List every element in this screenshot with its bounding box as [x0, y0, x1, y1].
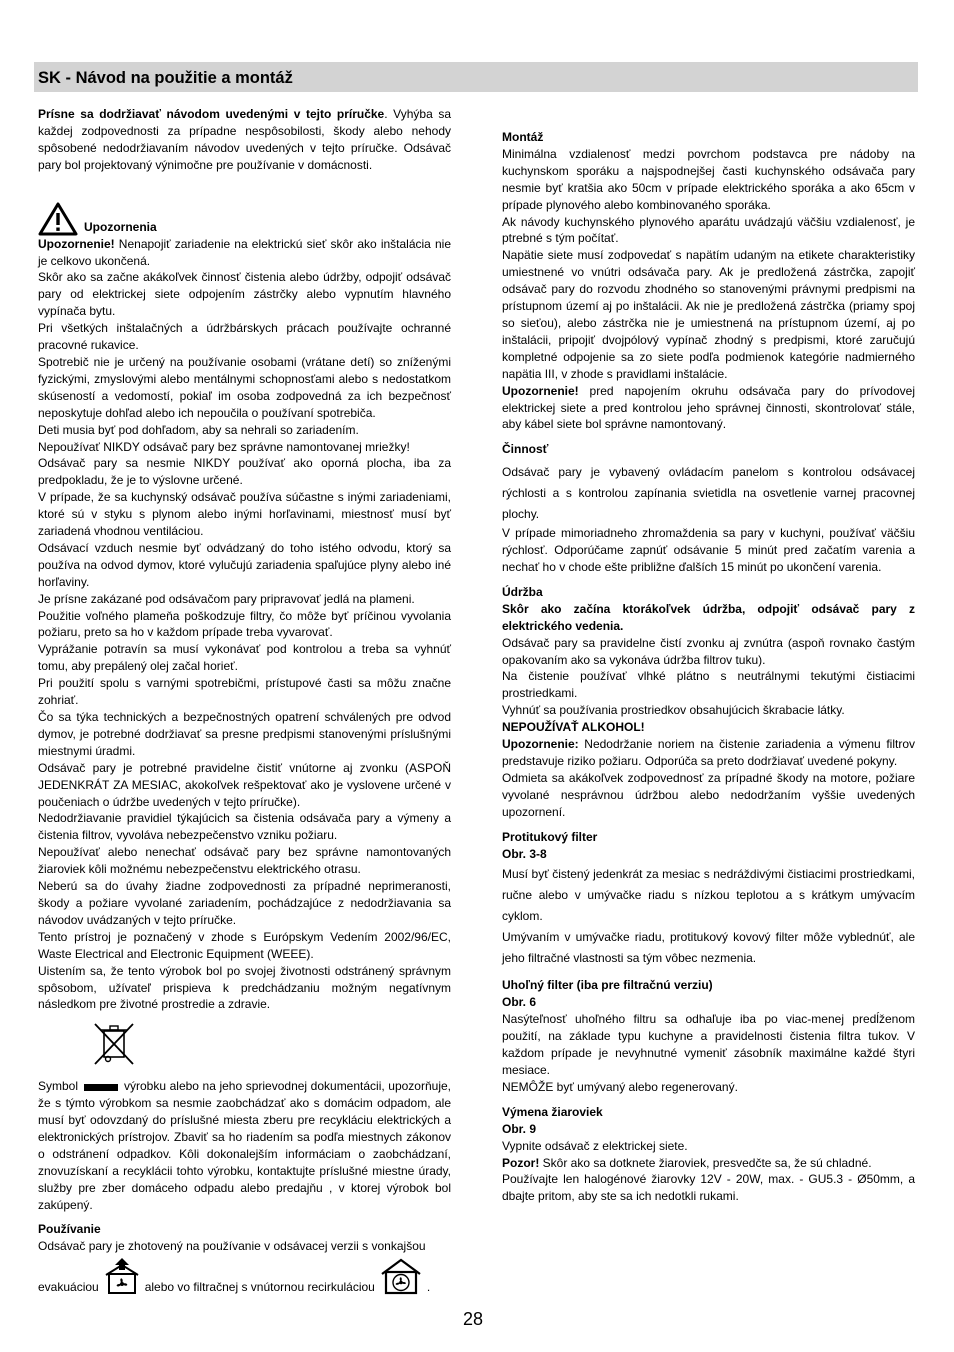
cinnost-2: V prípade mimoriadneho zhromaždenia sa pary v kuchyni, používať väčšiu rýchlosť. Odporúčame zapnúť odsávanie 5 minút pred začatím varenia a nechať ho v chode ešte približne ďalších 15 minút po ukončení varenia. [502, 526, 915, 575]
warning-12: Vyprážanie potravín sa musí vykonávať pod kontrolou a treba sa vyhnúť tomu, aby prepálený olej začal horieť. [38, 642, 451, 674]
black-bar-icon [84, 1084, 118, 1091]
montaz-4-bold: Upozornenie! [502, 383, 579, 398]
warning-triangle-icon [38, 202, 78, 236]
zarovky-title [502, 1104, 915, 1121]
uhlik-title-text: Uhoľný filter (iba pre filtračnú verziu) [502, 978, 713, 993]
use-title [38, 1221, 451, 1238]
use-filter: alebo vo filtračnej s vnútornou recirkuláciou [144, 1280, 375, 1295]
warning-8: V prípade, že sa kuchynský odsávač používa súčastne s inými zariadeniami, ktoré sú v styku s plynom alebo inými horľavinami, miestnosť musí byť zariadená vhodnou ventiláciou. [38, 490, 451, 539]
warning-1 [38, 236, 451, 270]
right-column [502, 129, 915, 1205]
warning-4: Spotrebič nie je určený na používanie osobami (vrátane detí) so zníženými fyzickými, zmyslovými alebo mentálnymi schopnosťami alebo s nedostatkom skúseností a vedomostí, pokiaľ im osoba zodpovedná za ich bezpečnosť neposkytuje dohľad alebo ich nepoučila o používaní spotrebiča. [38, 354, 451, 420]
symbol-text: výrobku alebo na jeho sprievodnej dokumentácii, upozorňuje, že s týmto výrobkom sa nesmie zaobchádzať ako s domácim odpadom, ale musí byť odovzdaný do príslušné miesta zberu pre recykláciu elektrických a elektronických prístrojov. Zbaviť sa ho riadením sa podľa miestnych zákonov o odstránení odpadkov. Kôli dokonalejším informáciam o zaobchádzaní, znovuzískaní a recyklácii tohto výrobku, kontaktujte príslušné miestne úrady, služby pre zber domáceho odpadu alebo predajňu , v ktorej výrobok bol zakúpený. [38, 1079, 451, 1212]
section-header [34, 62, 918, 92]
intro-paragraph [38, 106, 451, 174]
warning-3: Pri všetkých inštalačných a údržbárskych prácach používajte ochranné pracovné rukavice. [38, 321, 451, 353]
montaz-4 [502, 383, 915, 434]
zarovky-2 [502, 1155, 915, 1172]
udrzba-2: Odsávač pary sa pravidelne čistí zvonku aj zvnútra (aspoň rovnako častým opakovaním ako sa vykonáva údržba filtrov tuku). [502, 635, 915, 667]
warnings-heading-row [38, 202, 451, 236]
zarovky-ref [502, 1121, 915, 1138]
left-column [38, 106, 451, 1300]
warning-7: Odsávač pary sa nesmie NIKDY používať ako oporná plocha, iba za predpokladu, že je to výslovne určené. [38, 456, 451, 488]
use-text-2 [38, 1257, 451, 1300]
warning-1-text: Nenapojiť zariadenie na elektrickú sieť skôr ako inštalácia nie je celkovo ukončená. [38, 236, 451, 268]
zarovky-3: Používajte len halogénové žiarovky 12V - 20W, max. - GU5.3 - Ø50mm, a dbajte pritom, aby ste sa ich nedotkli rukami. [502, 1172, 915, 1204]
cinnost-title-text: Činnosť [502, 442, 549, 457]
warning-1-bold: Upozornenie! [38, 236, 115, 251]
montaz-title-text: Montáž [502, 130, 544, 144]
protituk-ref [502, 846, 915, 863]
uhlik-ref [502, 994, 915, 1011]
udrzba-6-bold: Upozornenie: [502, 737, 579, 752]
warning-11: Použitie voľného plameňa poškodzuje filtry, čo môže byť príčinou vyvolania požiaru, preto sa ho v každom prípade treba vyvarovať. [38, 608, 451, 640]
use-end: . [426, 1280, 431, 1295]
warning-6: Nepoužívať NIKDY odsávač pary bez správne namontovanej mriežky! [38, 439, 410, 454]
page-title: SK - Návod na použitie a montáž [38, 69, 293, 87]
uhlik-2: NEMÔŽE byť umývaný alebo regenerovaný. [502, 1079, 738, 1094]
warning-14: Čo sa týka technických a bezpečnostných opatrení schválených pre odvod dymov, je potrebné dodržiavať sa presne predpismi stanovenými príslušnými miestnymi úradmi. [38, 710, 451, 758]
montaz-3: Napätie siete musí zodpovedať s napätím udaným na etikete charakteristiky umiestnené vo vnútri odsávača pary. Ak je predložená zástrčka, zapojiť odsávač pary do rozvodu zhodného so stanovenými právnymi predpismi na prístupnom území aj po inštalácii. Ak nie je predložená zástrčka (priamy spoj so sieťou), alebo zástrčka nie je umiestnená na prístupnom území, aj po inštalácii, pripojiť dvojpólový vypínač zhodný s predpismi, ktoré zaručujú kompletné odpojenie sa zo siete podľa podmienok kategórie nadmierného napätia III, v zhode s pravidlami inštalácie. [502, 248, 915, 381]
intro-bold: Prísne sa dodržiavať návodom uvedenými v tejto príručke [38, 107, 385, 121]
montaz-4-text: pred napojením okruhu odsávača pary do prívodovej elektrickej siete a pred kontrolou jeho správnej činnosti, skontrolovať stále, aby kábel siete bol správne namontovaný. [502, 383, 915, 432]
udrzba-title [502, 584, 915, 601]
uhlik-1: Nasýteľnosť uhoľného filtru sa odhaľuje iba po viac-menej predĺženom použití, na základe typu kuchyne a pravidelnosti čistenia filtra tukov. V každom prípade je nevyhnutné vymeniť zásobník maximálne každé štyri mesiace. [502, 1012, 915, 1077]
udrzba-title-text: Údržba [502, 584, 543, 599]
udrzba-3: Na čistenie používať vlhké plátno s neutrálnymi tekutými čistiacimi prostriedkami. [502, 669, 915, 701]
montaz-2: Ak návody kuchynského plynového aparátu uvádzajú väčšiu vzdialenosť, je ptrebné s tým počítať. [502, 214, 915, 246]
udrzba-1 [502, 601, 915, 635]
page-number: 28 [463, 1309, 484, 1329]
warning-18: Neberú sa do úvahy žiadne zodpovednosti za prípadné neprimeranosti, škody a požiare vyvolané zariadením, pochádzajúce z nedodržiavania sa návodov uvádzaných v tejto príručke. [38, 879, 451, 927]
use-evak: evakuáciou [38, 1280, 99, 1295]
protituk-title [502, 829, 915, 846]
use-text-1: Odsávač pary je zhotovený na používanie v odsávacej verzii s vonkajšou [38, 1239, 426, 1254]
protituk-title-text: Protitukový filter [502, 829, 598, 844]
warning-15: Odsávač pary je potrebné pravidelne čistiť vnútorne aj zvonku (ASPOŇ JEDENKRÁT ZA MESIAC, akokoľvek rešpektovať ako je vyslovene určené v poučeniach o údržbe uvedených v tejto príručke). [38, 760, 451, 809]
montaz-1: Minimálna vzdialenosť medzi povrchom podstavca pre nádoby na kuchynskom sporáku a najspodnejšej časti kuchynského odsávača pary nesmie byť kratšia ako 50cm v prípade elektrického sporáka a ako 65cm v prípade plynového alebo kombinovaného sporáka. [502, 146, 915, 212]
udrzba-5-bold: NEPOUŽÍVAŤ ALKOHOL! [502, 720, 645, 735]
zarovky-1: Vypnite odsávač z elektrickej siete. [502, 1138, 688, 1153]
zarovky-2-bold: Pozor! [502, 1155, 540, 1170]
zarovky-ref-text: Obr. 9 [502, 1121, 537, 1136]
use-title-text: Používanie [38, 1222, 101, 1237]
cinnost-1: Odsávač pary je vybavený ovládacím panelom s kontrolou odsávacej rýchlosti a s kontrolou zapínania svietidla na osvetlenie varnej pracovnej plochy. [502, 465, 915, 522]
warning-5: Deti musia byť pod dohľadom, aby sa nehrali so zariadením. [38, 422, 359, 437]
udrzba-1-bold: Skôr ako začína ktorákoľvek údržba, odpojiť odsávač pary z elektrického vedenia. [502, 601, 915, 633]
montaz-title [502, 129, 915, 146]
warning-19: Tento prístroj je poznačený v zhode s Európskym Vedením 2002/96/EC, Waste Electrical and Electronic Equipment (WEEE). [38, 929, 451, 961]
udrzba-5 [502, 719, 915, 736]
intro-text: . Vyhýba sa každej zodpovednosti za prípadne nespôsobilosti, škody alebo nehody spôsobené nedodržiavaním návodov uvedených v tejto príručke. Odsávač pary bol projektovaný výnimočne pre používanie v domácnosti. [38, 107, 451, 172]
house-fan-recirculation-icon [379, 1257, 423, 1300]
warning-10: Je prísne zakázané pod odsávačom pary pripravovať jedlá na plameni. [38, 591, 415, 606]
warning-17: Nepoužívať alebo nenechať odsávač pary bez správne namontovaných žiaroviek kôli možnému nebezpečenstvu elektrického otrasu. [38, 845, 451, 877]
protituk-ref-text: Obr. 3-8 [502, 846, 547, 861]
warning-9: Odsávací vzduch nesmie byť odvádzaný do toho istého odvodu, ktorý sa používa na odvod dymov, ktoré vylučujú zariadenia spaľujúce plyny alebo iné horľaviny. [38, 540, 451, 589]
uhlik-ref-text: Obr. 6 [502, 995, 537, 1010]
protituk-1: Musí byť čistený jedenkrát za mesiac s nedráždivými čistiacimi prostriedkami, ručne alebo v umývačke riadu s nízkou teplotou a s krátkym umývacím cyklom. [502, 867, 915, 924]
udrzba-6 [502, 736, 915, 770]
udrzba-4: Vyhnúť sa používania prostriedkov obsahujúcich škrabacie látky. [502, 703, 845, 718]
weee-symbol [92, 1021, 451, 1072]
warning-2: Skôr ako sa začne akákoľvek činnosť čistenia alebo údržby, odpojiť odsávač pary od elektrickej siete odpojením zástrčky alebo vypnutím hlavného vypínača bytu. [38, 270, 451, 319]
crossed-bin-icon [92, 1021, 136, 1067]
zarovky-title-text: Výmena žiaroviek [502, 1104, 603, 1119]
warnings-title: Upozornenia [84, 219, 157, 234]
uhlik-title [502, 977, 915, 994]
house-fan-exhaust-icon [103, 1257, 141, 1300]
symbol-paragraph [38, 1078, 451, 1213]
symbol-start: Symbol [38, 1079, 79, 1094]
zarovky-2-text: Skôr ako sa dotknete žiaroviek, presvedčte sa, že sú chladné. [539, 1155, 872, 1170]
udrzba-7: Odmieta sa akákoľvek zodpovednosť za prípadné škody na motore, požiare vyvolané nesprávnou údržbou alebo nedodržaním vyššie uvedených upozornení. [502, 770, 915, 819]
cinnost-title [502, 441, 915, 458]
warning-13: Pri použití spolu s varnými spotrebičmi, prístupové časti sa môžu značne zohriať. [38, 676, 451, 708]
warning-16: Nedodržiavanie pravidiel týkajúcich sa čistenia odsávača pary a výmeny a čistenia filtrov, vyvoláva nebezpečenstvo vzniku požiaru. [38, 811, 451, 843]
udrzba-6-text: Nedodržanie noriem na čistenie zariadenia a výmenu filtrov predstavuje riziko požiaru. Odporúča sa preto dodržiavať uvedené pokyny. [502, 737, 915, 768]
warning-20: Uistením sa, že tento výrobok bol po svojej životnosti odstránený správnym spôsobom, užívateľ prispieva k predchádzaniu možným negatívnym následkom pre životné prostredie a zdravie. [38, 963, 451, 1012]
protituk-2: Umývaním v umývačke riadu, protitukový kovový filter môže vyblednúť, ale jeho filtračné vlastnosti sa tým vôbec nezmenia. [502, 930, 915, 966]
